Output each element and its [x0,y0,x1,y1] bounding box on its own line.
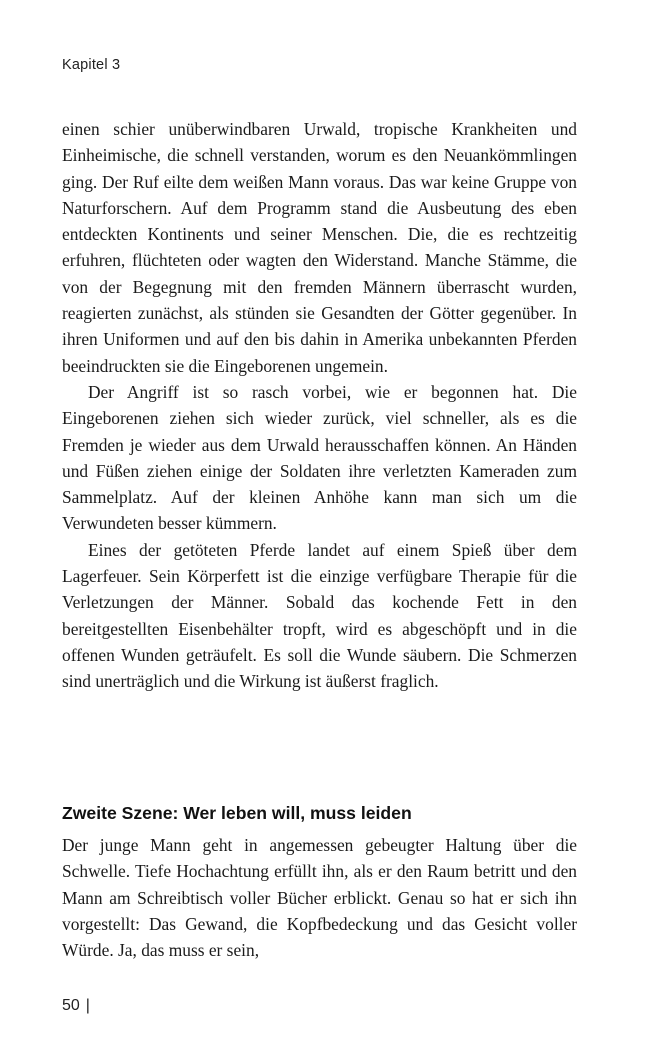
folio-separator: | [85,997,90,1014]
section-paragraph: Der junge Mann geht in angemessen gebeugter Haltung über die Schwelle. Tiefe Hochachtung erfüllt ihn, als er den Raum betritt und den Mann am Schreibtisch voller Bücher erblickt. Genau so hat er sich ihn vorgestellt: Das Gewand, die Kopfbedeckung und das Gesicht voller Würde. Ja, das muss er sein, [62,835,577,961]
body-paragraph: einen schier unüberwindbaren Urwald, tropische Krankheiten und Einheimische, die schnell verstanden, worum es den Neuankömmlingen ging. Der Ruf eilte dem weißen Mann voraus. Das war keine Gruppe von Naturforschern. Auf dem Programm stand die Ausbeutung des eben entdeckten Kontinents und seiner Menschen. Die, die es rechtzeitig erfuhren, flüchteten oder wagten den Widerstand. Manche Stämme, die von der Begegnung mit den fremden Männern überrascht wurden, reagierten zunächst, als stünden sie Gesandten der Götter gegenüber. In ihren Uniformen und auf den bis dahin in Amerika unbekannten Pferden beeindruckten sie die Eingeborenen ungemein. [62,119,577,376]
body-paragraph: Eines der getöteten Pferde landet auf einem Spieß über dem Lagerfeuer. Sein Körperfett ist die einzige verfügbare Therapie für die Verletzungen der Männer. Sobald das kochende Fett in den bereitgestellten Eisenbehälter tropft, wird es abgeschöpft und in die offenen Wunden geträufelt. Es soll die Wunde säubern. Die Schmerzen sind unerträglich und die Wirkung ist äußerst fraglich. [62,539,577,692]
body-text [62,116,577,695]
section-text [62,832,577,963]
page-footer [62,997,90,1015]
body-paragraph: Der Angriff ist so rasch vorbei, wie er begonnen hat. Die Eingeborenen ziehen sich wieder zurück, viel schneller, als es die Fremden je wieder aus dem Urwald herausschaffen können. An Händen und Füßen ziehen einige der Soldaten ihre verletzten Kameraden zum Sammelplatz. Auf der kleinen Anhöhe kann man sich um die Verwundeten besser kümmern. [62,381,577,534]
page-number: 50 [62,997,80,1014]
section-heading: Zweite Szene: Wer leben will, muss leiden [62,803,412,823]
running-head: Kapitel 3 [62,57,121,73]
